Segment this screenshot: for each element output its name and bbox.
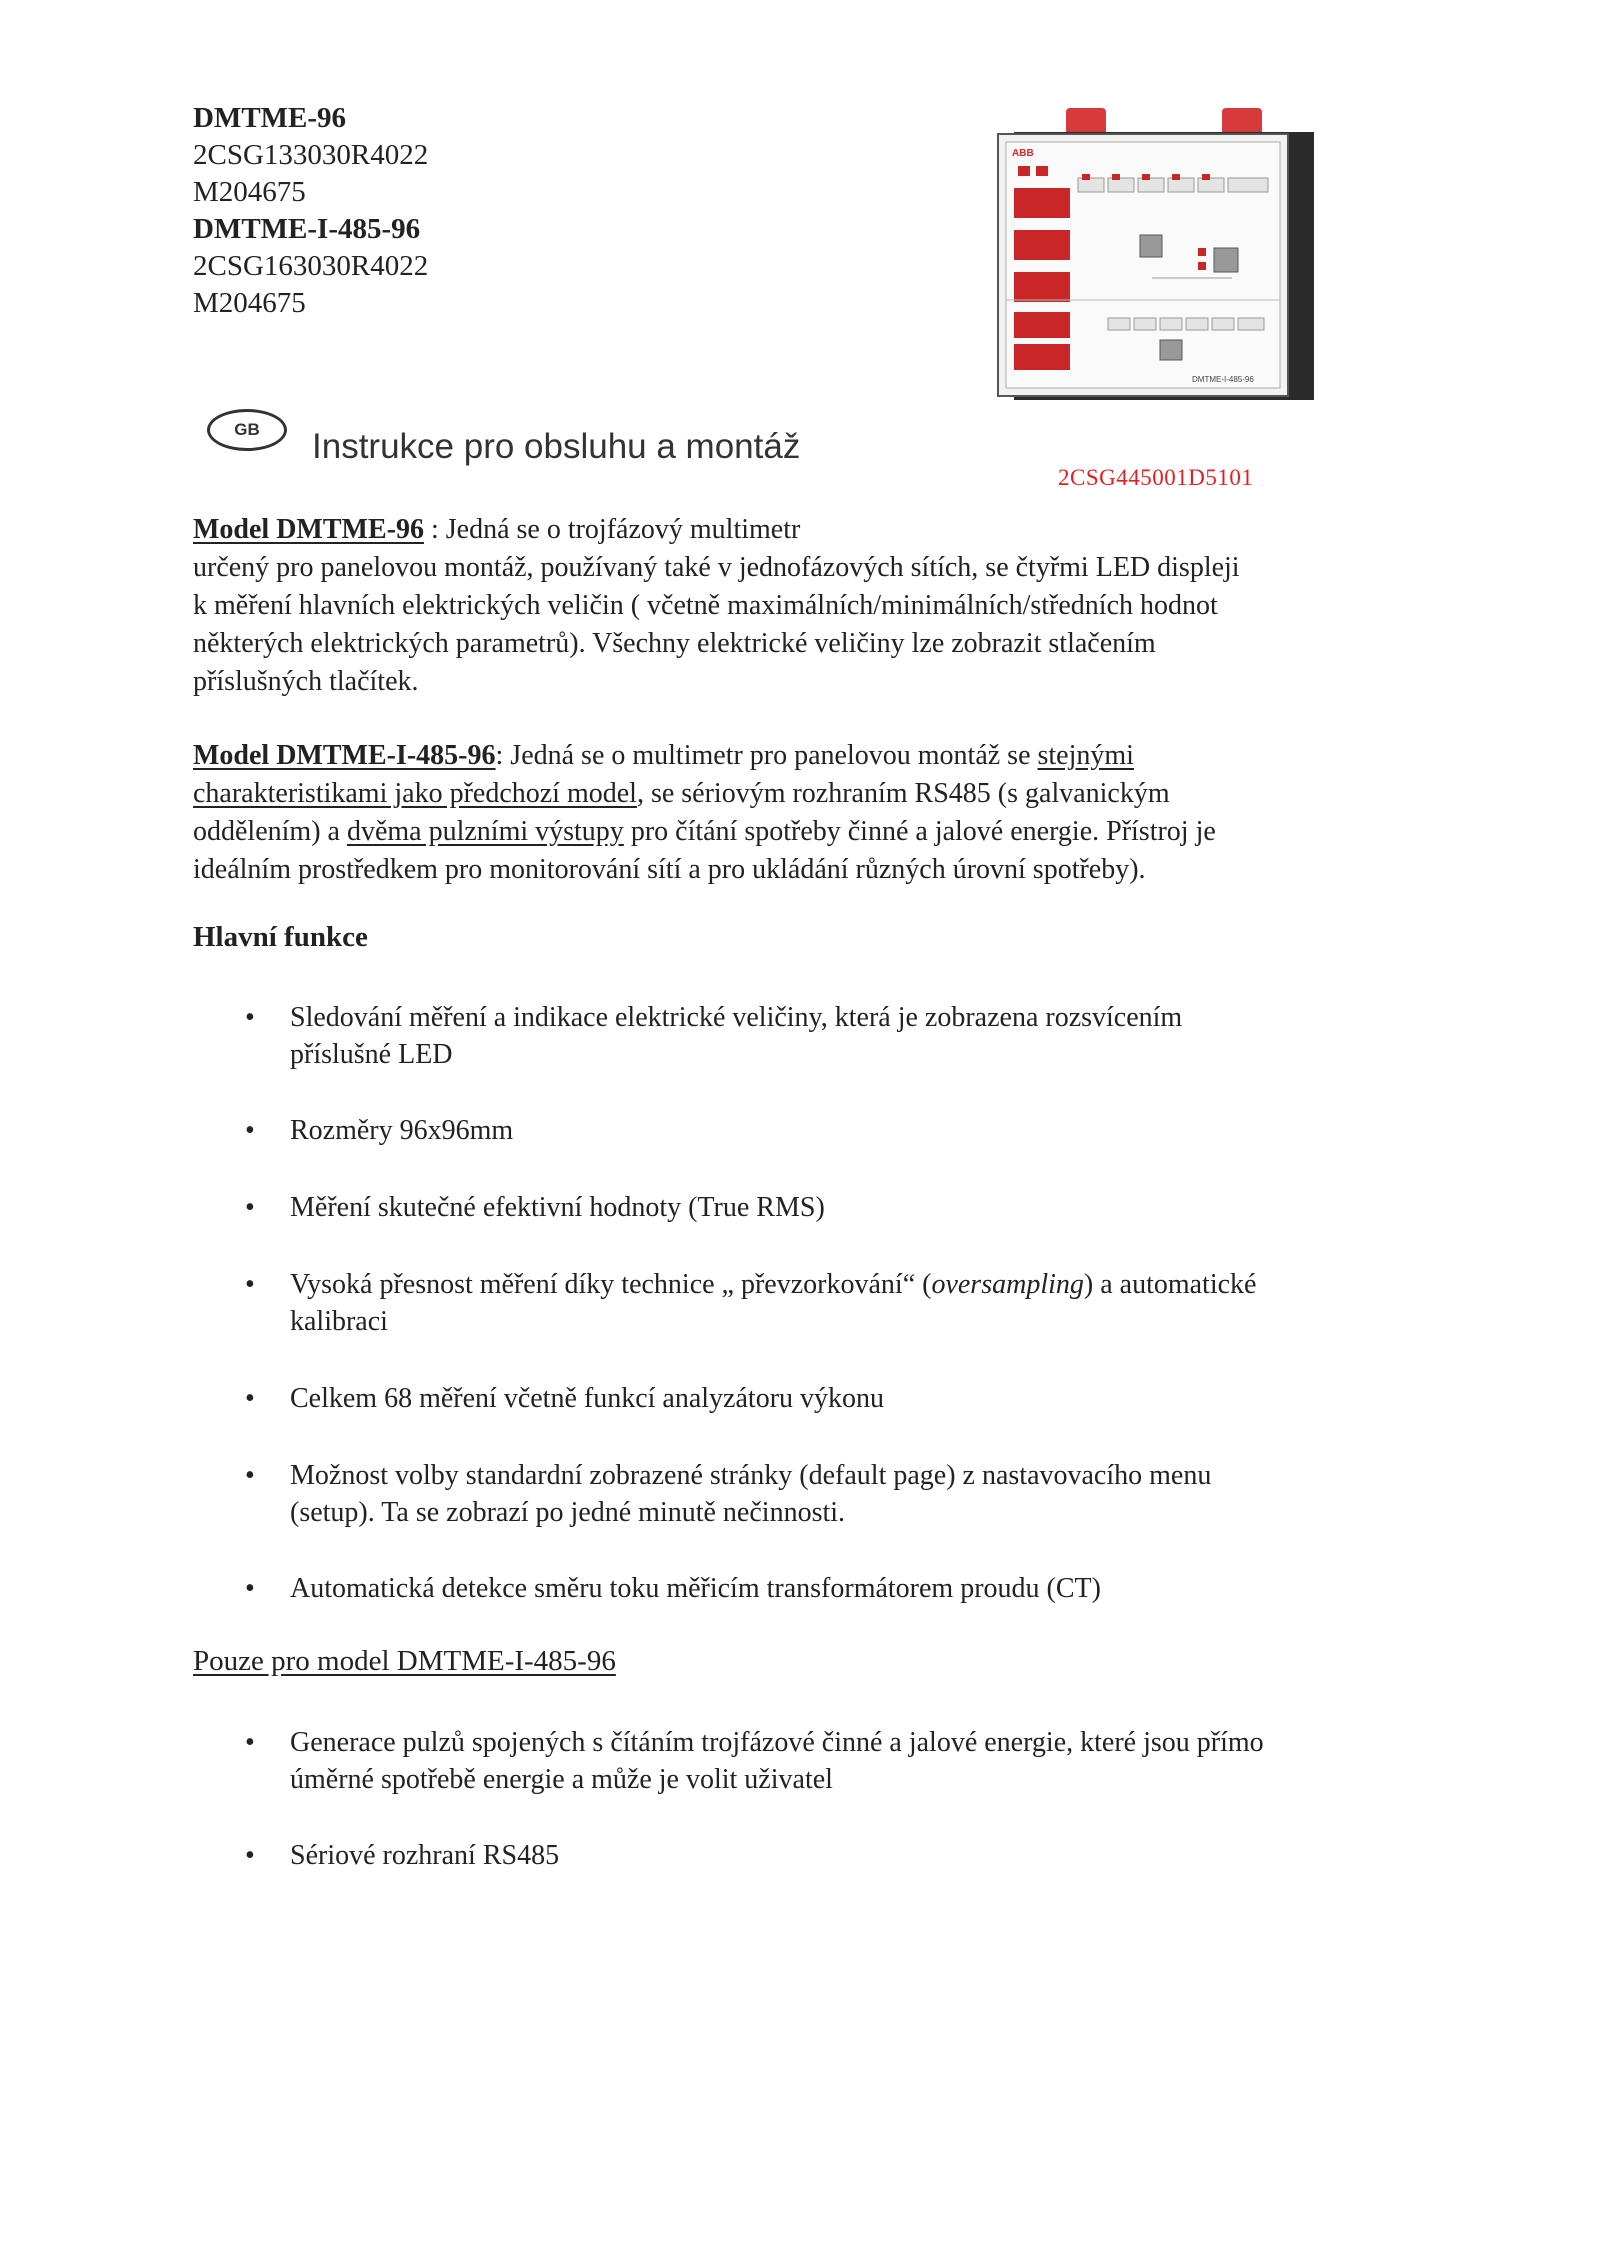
main-functions-heading: Hlavní funkce: [193, 921, 368, 953]
list-item: • Sledování měření a indikace elektrické veličiny, která je zobrazena rozsvícením příslušné LED: [245, 1002, 1183, 1070]
model1-first-line: Model DMTME-96 : Jedná se o trojfázový multimetr: [193, 514, 801, 545]
product-image-code: 2CSG445001D5101: [1058, 465, 1254, 490]
model1-label: Model DMTME-96: [193, 514, 424, 545]
header-code-2: 2CSG163030R4022: [193, 250, 429, 282]
device-button-3: [1160, 340, 1182, 360]
device-button-2: [1214, 248, 1238, 272]
header-ref-2: M204675: [193, 287, 306, 319]
list-item: • Celkem 68 měření včetně funkcí analyzátoru výkonu: [245, 1383, 885, 1414]
led-display-4: [1014, 312, 1070, 338]
led-display-3: [1014, 272, 1070, 302]
model2-paragraph: Model DMTME-I-485-96: Jedná se o multimetr pro panelovou montáž se stejnými charakteristikami jako předchozí model, se sériovým rozhraním RS485 (s galvanickým oddělením) a dvěma pulzními výstupy pro čítání spotřeby činné a jalové energie. Přístroj je ideálním prostředkem pro monitorování sítí a pro ukládání různých úrovní spotřeby).: [193, 740, 1216, 885]
led-display-2: [1014, 230, 1070, 260]
top-clip-right: [1222, 108, 1262, 136]
list-item: • Vysoká přesnost měření díky technice „ převzorkování“ (oversampling) a automatické kalibraci: [245, 1269, 1257, 1337]
header-model-2: DMTME-I-485-96: [193, 213, 421, 245]
device-button-1: [1140, 235, 1162, 257]
list-item: • Automatická detekce směru toku měřicím transformátorem proudu (CT): [245, 1573, 1101, 1604]
header-model-1: DMTME-96: [193, 102, 347, 134]
device-label: DMTME-I-485-96: [1192, 375, 1254, 384]
gb-language-badge: GB: [207, 409, 287, 451]
brand-logo: ABB: [1012, 148, 1034, 159]
model2-label: Model DMTME-I-485-96: [193, 740, 496, 771]
list-item: • Generace pulzů spojených s čítáním trojfázové činné a jalové energie, které jsou přímo úměrné spotřebě energie a může je volit uživatel: [245, 1727, 1264, 1795]
product-image: [992, 100, 1322, 405]
top-clip-left: [1066, 108, 1106, 136]
page-title: Instrukce pro obsluhu a montáž: [312, 427, 801, 466]
only-model-heading: Pouze pro model DMTME-I-485-96: [193, 1645, 616, 1677]
led-display-1: [1014, 188, 1070, 218]
header-ref-1: M204675: [193, 176, 306, 208]
header-code-1: 2CSG133030R4022: [193, 139, 429, 171]
list-item: • Měření skutečné efektivní hodnoty (True RMS): [245, 1192, 825, 1223]
header-block: [193, 100, 428, 322]
list-item: • Rozměry 96x96mm: [245, 1115, 514, 1146]
model1-paragraph: Model DMTME-96 : Jedná se o trojfázový multimetr určený pro panelovou montáž, používaný také v jednofázových sítích, se čtyřmi LED displeji k měření hlavních elektrických veličin ( včetně maximálních/minimálních/středních hodnot některých elektrických parametrů). Všechny elektrické veličiny lze zobrazit stlačením příslušných tlačítek.: [193, 511, 1423, 701]
list-item: • Možnost volby standardní zobrazené stránky (default page) z nastavovacího menu (setup). Ta se zobrazí po jedné minutě nečinnosti.: [245, 1460, 1212, 1528]
list-item: • Sériové rozhraní RS485: [245, 1840, 560, 1871]
